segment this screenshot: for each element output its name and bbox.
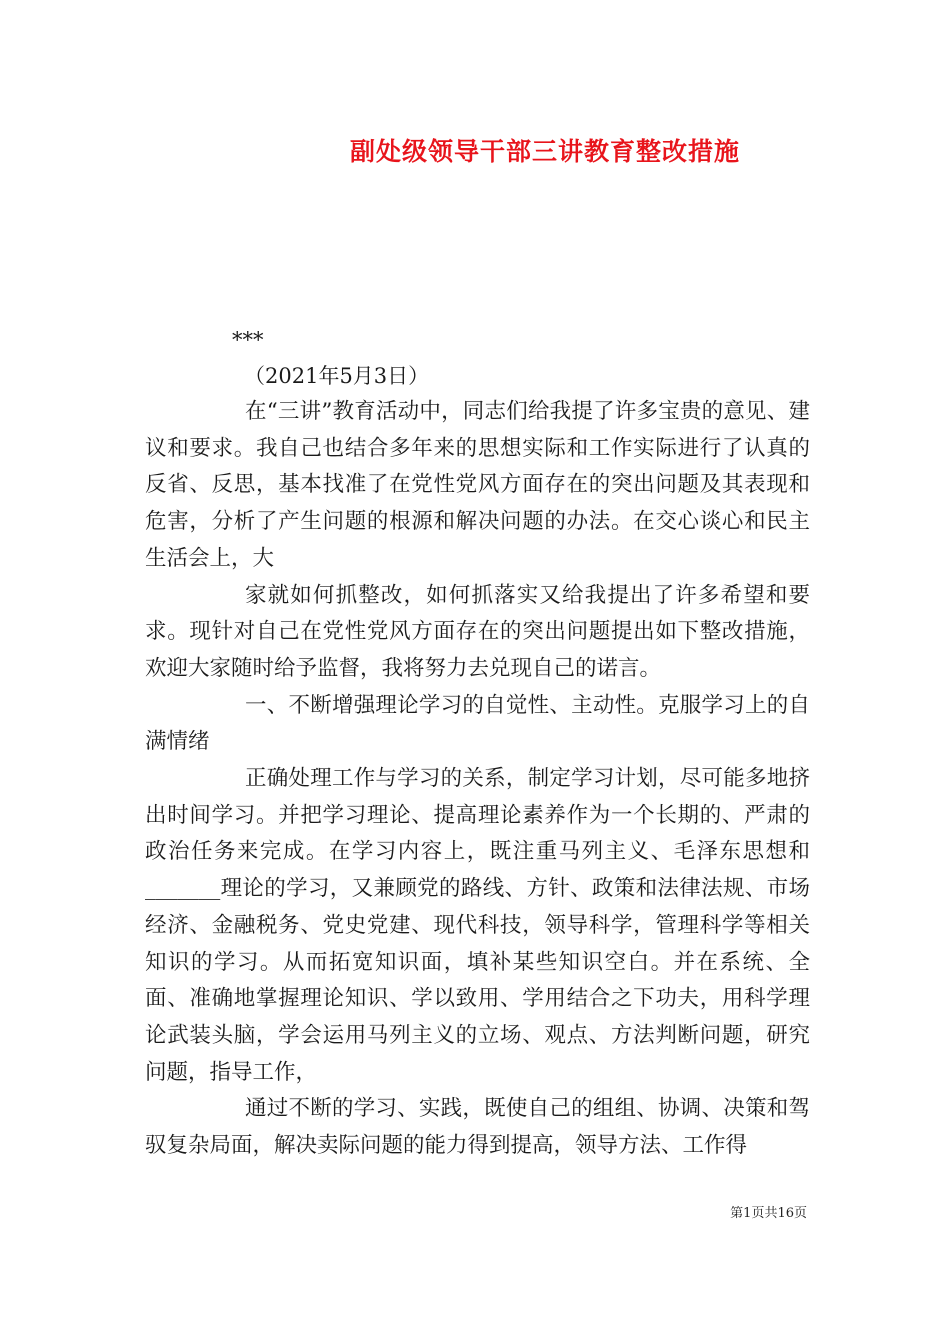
document-title: 副处级领导干部三讲教育整改措施 <box>349 137 740 166</box>
page-number: 第1页共16页 <box>730 1206 807 1221</box>
author-line: *** <box>232 328 264 352</box>
paragraph: 通过不断的学习、实践，既使自己的组组、协调、决策和驾驭复杂局面，解决卖际问题的能力得到提高，领导方法、工作得 <box>145 1096 810 1159</box>
paragraph: 一、不断增强理论学习的自觉性、主动性。克服学习上的自满情绪 <box>145 692 810 755</box>
paragraph: 在“三讲”教育活动中，同志们给我提了许多宝贵的意见、建议和要求。我自己也结合多年来的思想实际和工作实际进行了认真的反省、反思，基本找准了在党性党风方面存在的突出问题及其表现和危害，分析了产生问题的根源和解决问题的办法。在交心谈心和民主生活会上，大 <box>145 399 810 571</box>
document-body <box>145 394 810 1165</box>
date-line: （2021年5月3日） <box>244 364 430 388</box>
paragraph: 正确处理工作与学习的关系，制定学习计划，尽可能多地挤出时间学习。并把学习理论、提高理论素养作为一个长期的、严肃的政治任务来完成。在学习内容上，既注重马列主义、毛泽东思想和_______理论的学习，又兼顾党的路线、方针、政策和法律法规、市场经济、金融税务、党史党建、现代科技，领导科学，管理科学等相关知识的学习。从而拓宽知识面，填补某些知识空白。并在系统、全面、准确地掌握理论知识、学以致用、学用结合之下功夫，用科学理论武装头脑，学会运用马列主义的立场、观点、方法判断问题，研究问题，指导工作， <box>145 766 810 1085</box>
paragraph: 家就如何抓整改，如何抓落实又给我提出了许多希望和要求。现针对自己在党性党风方面存在的突出问题提出如下整改措施，欢迎大家随时给予监督，我将努力去兑现自己的诺言。 <box>145 582 810 681</box>
